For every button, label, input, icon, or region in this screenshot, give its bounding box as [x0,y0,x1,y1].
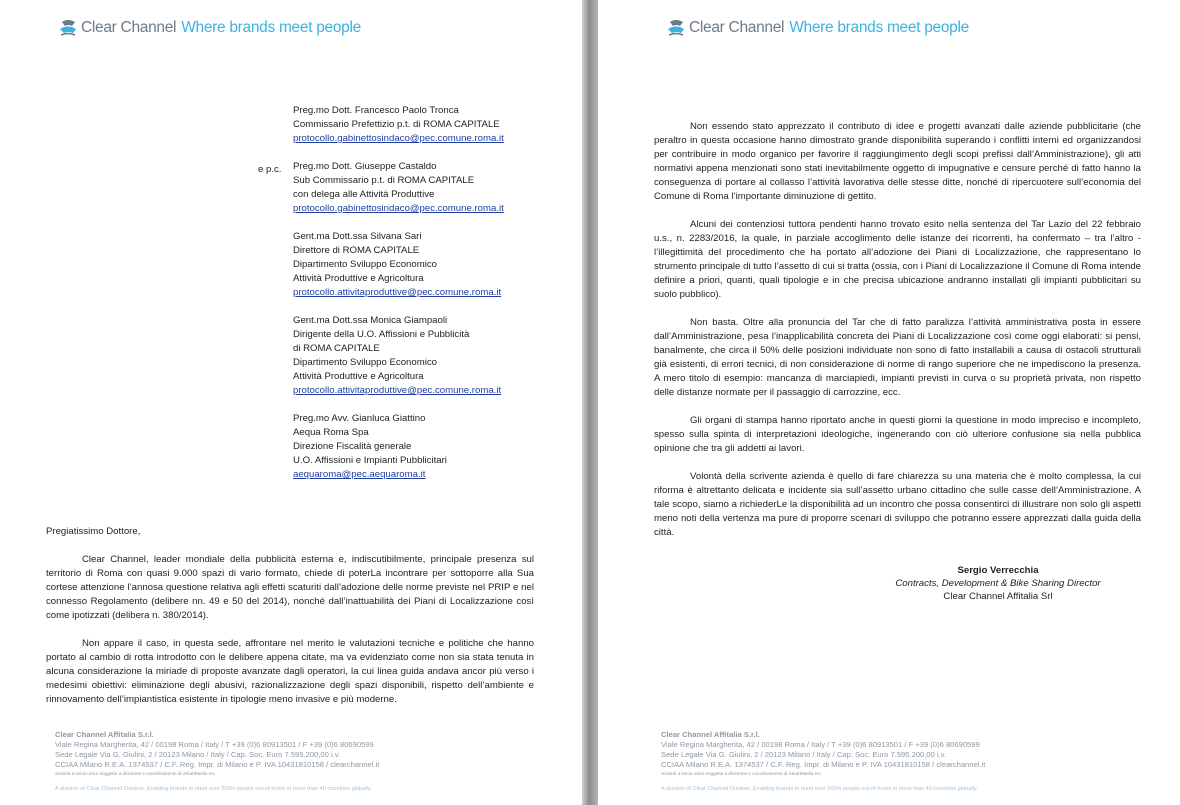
recipient-email-link[interactable]: protocollo.gabinettosindaco@pec.comune.roma.it [293,203,504,214]
recipient-line: Direttore di ROMA CAPITALE [293,245,420,256]
recipient-email-link[interactable]: protocollo.attivitaproduttive@pec.comune.roma.it [293,385,502,396]
recipient-line: Preg.mo Dott. Francesco Paolo Tronca [293,105,459,116]
body-paragraph: Volontà della scrivente azienda è quello di fare chiarezza su una materia che è molto complessa, la cui riforma è altrettanto delicata e incidente sia sull’assetto urbano cittadino che sulle casse dell’Amministrazione. A tale scopo, siamo a richiederLe la disponibilità ad un incontro che possa consentirci di illustrare non solo gli aspetti meno noti della vertenza ma pure di proporre scenari di sviluppo che potranno essere apprezzati dalla guida della città. [654,471,1141,538]
recipient-line: Commissario Prefettizio p.t. di ROMA CAPITALE [293,119,500,130]
footer-note: Società a socio unico soggetta a direzione e coordinamento di iHeartMedia Inc. [55,771,217,776]
recipient-block [293,314,575,398]
brand-name: Clear Channel [689,19,785,36]
page-gap [582,0,598,805]
recipient-line: Preg.mo Dott. Giuseppe Castaldo [293,161,437,172]
signature-block [878,564,1118,603]
recipient-block [293,412,575,482]
brand-name: Clear Channel [81,19,177,36]
footer-line: Viale Regina Margherita, 42 / 00198 Roma / Italy / T +39 (0)6 80913501 / F +39 (0)6 80690599 [661,740,980,749]
recipient-line: Direzione Fiscalità generale [293,441,412,452]
clear-channel-logo [58,19,361,37]
brand-tagline: Where brands meet people [789,19,969,36]
recipient-line: con delega alle Attività Produttive [293,189,435,200]
recipient-email-link[interactable]: aequaroma@pec.aequaroma.it [293,469,426,480]
clear-channel-logo [666,19,969,37]
recipient-list [293,104,575,496]
letter-body-start [46,525,534,721]
clear-channel-logo-icon [666,19,686,37]
letter-footer [661,730,1180,794]
recipient-email-link[interactable]: protocollo.attivitaproduttive@pec.comune.roma.it [293,287,502,298]
body-paragraph: Non essendo stato apprezzato il contributo di idee e progetti avanzati dalle aziende pubblicitarie (che peraltro in questa occasione hanno dimostrato grande disponibilità superando i conflitti interni ed organizzandosi per contribuire in modo organico per favorire il raggiungimento degli scopi prefissi dall’Amministrazione), gli atti normativi appena menzionati sono stati inevitabilmente oggetto di impugnative e censure perché di fatto hanno la conseguenza di portare al collasso l’attività lavorativa delle stesse ditte, nonché di ripercuotere sull’economia del Comune di Roma l’importante diminuzione di gettito. [654,121,1141,202]
footer-division: A division of Clear Channel Outdoor. Enabling brands to meet over 500m people out-of-home in more than 40 countries globally. [661,786,978,792]
brand-tagline: Where brands meet people [181,19,361,36]
signatory-role: Contracts, Development & Bike Sharing Director [895,578,1101,589]
body-paragraph: Gli organi di stampa hanno riportato anche in questi giorni la questione in modo impreciso e incompleto, spesso sulla spinta di interpretazioni ideologiche, ingenerando con ciò ulteriore confusione sia nella pubblica opinione che tra gli addetti ai lavori. [654,415,1141,454]
recipient-line: Gent.ma Dott.ssa Monica Giampaoli [293,315,448,326]
footer-line: Viale Regina Margherita, 42 / 00198 Roma / Italy / T +39 (0)6 80913501 / F +39 (0)6 80690599 [55,740,374,749]
recipient-line: Attività Produttive e Agricoltura [293,273,424,284]
footer-line: Sede Legale Via G. Giulini, 2 / 20123 Milano / Italy / Cap. Soc. Euro 7.595.200,00 i.v. [661,750,947,759]
recipient-email-link[interactable]: protocollo.gabinettosindaco@pec.comune.roma.it [293,133,504,144]
recipient-line: Aequa Roma Spa [293,427,369,438]
clear-channel-logo-icon [58,19,78,37]
body-paragraph: Non basta. Oltre alla pronuncia del Tar che di fatto paralizza l’attività amministrativa posta in essere dall’Amministrazione, pesa l’inapplicabilità concreta dei Piani di Localizzazione così come oggi elaborati: si pensi, banalmente, che circa il 50% delle posizioni individuate non sono di fatto installabili a causa di ostacoli strutturali già esistenti, di errori tecnici, di non considerazione di norme di rango superiore che ne impediscono la presenza. A mero titolo di esempio: mancanza di marciapiedi, impianti previsti in curva o su proprietà privata, non rispetto delle distanze normate per il passaggio di carrozzine, ecc. [654,317,1141,398]
salutation: Pregiatissimo Dottore, [46,526,141,537]
letter-page-1 [0,0,582,805]
recipient-line: Gent.ma Dott.ssa Silvana Sari [293,231,422,242]
cc-label: e p.c. [258,164,282,175]
recipient-line: di ROMA CAPITALE [293,343,380,354]
footer-line: Sede Legale Via G. Giulini, 2 / 20123 Milano / Italy / Cap. Soc. Euro 7.595.200,00 i.v. [55,750,341,759]
recipient-line: Dipartimento Sviluppo Economico [293,357,437,368]
recipient-block [293,104,575,146]
recipient-line: Sub Commissario p.t. di ROMA CAPITALE [293,175,475,186]
body-paragraph: Clear Channel, leader mondiale della pubblicità esterna e, indiscutibilmente, principale presenza sul territorio di Roma con quasi 9.000 spazi di vario formato, chiede di poterLa incontrare per sottoporre alla Sua cortese attenzione l’annosa questione relativa agli effetti scaturiti dall’adozione delle norme previste nel PRIP e nel connesso Regolamento (delibere nn. 49 e 50 del 2014), nonché dall’inattuabilità dei Piani di Localizzazione così come ipotizzati (delibera n. 380/2014). [46,554,534,621]
recipient-block [293,230,575,300]
letter-body-continued [654,120,1141,554]
recipient-block [293,160,575,216]
footer-line: CCIAA Milano R.E.A. 1374537 / C.F. Reg. Impr. di Milano e P. IVA 10431810158 / clearchannel.it [55,760,380,769]
footer-company: Clear Channel Affitalia S.r.l. [661,730,760,739]
signatory-name: Sergio Verrecchia [957,565,1039,576]
footer-company: Clear Channel Affitalia S.r.l. [55,730,154,739]
recipient-line: Attività Produttive e Agricoltura [293,371,424,382]
footer-line: CCIAA Milano R.E.A. 1374537 / C.F. Reg. Impr. di Milano e P. IVA 10431810158 / clearchannel.it [661,760,986,769]
letter-footer [55,730,575,794]
footer-note: Società a socio unico soggetta a direzione e coordinamento di iHeartMedia Inc. [661,771,823,776]
letter-page-2 [598,0,1180,805]
signatory-company: Clear Channel Affitalia Srl [943,591,1053,602]
body-paragraph: Non appare il caso, in questa sede, affrontare nel merito le valutazioni tecniche e politiche che hanno portato al cambio di rotta introdotto con le delibere appena citate, ma va evidenziato come non sia stata tenuta in alcuna considerazione la miriade di proposte avanzate dagli operatori, la cui linea guida andava ancor più verso i medesimi obiettivi: eliminazione degli abusivi, razionalizzazione degli spazi disponibili, rispetto dell’ambiente e rinnovamento dell’impiantistica esistente in tipologie meno invasive e più moderne. [46,638,534,705]
recipient-line: U.O. Affissioni e Impianti Pubblicitari [293,455,447,466]
recipient-line: Dipartimento Sviluppo Economico [293,259,437,270]
recipient-line: Dirigente della U.O. Affissioni e Pubblicità [293,329,470,340]
recipient-line: Preg.mo Avv. Gianluca Giattino [293,413,426,424]
footer-division: A division of Clear Channel Outdoor. Enabling brands to meet over 500m people out-of-home in more than 40 countries globally. [55,786,372,792]
body-paragraph: Alcuni dei contenziosi tuttora pendenti hanno trovato esito nella sentenza del Tar Lazio del 22 febbraio u.s., n. 2283/2016, la quale, in parziale accoglimento delle istanze dei ricorrenti, ha confermato – tra l’altro - l’illegittimità del procedimento che ha portato all’adozione dei Piani di Localizzazione, che rappresentano lo strumento principale di tutto l’assetto di cui si tratta (ossia, con i Piani di Localizzazione il Comune di Roma intende definire a priori, quanti, quali tipologie e in che precisa ubicazione andranno installati gli impianti pubblicitari su suolo pubblico). [654,219,1141,300]
